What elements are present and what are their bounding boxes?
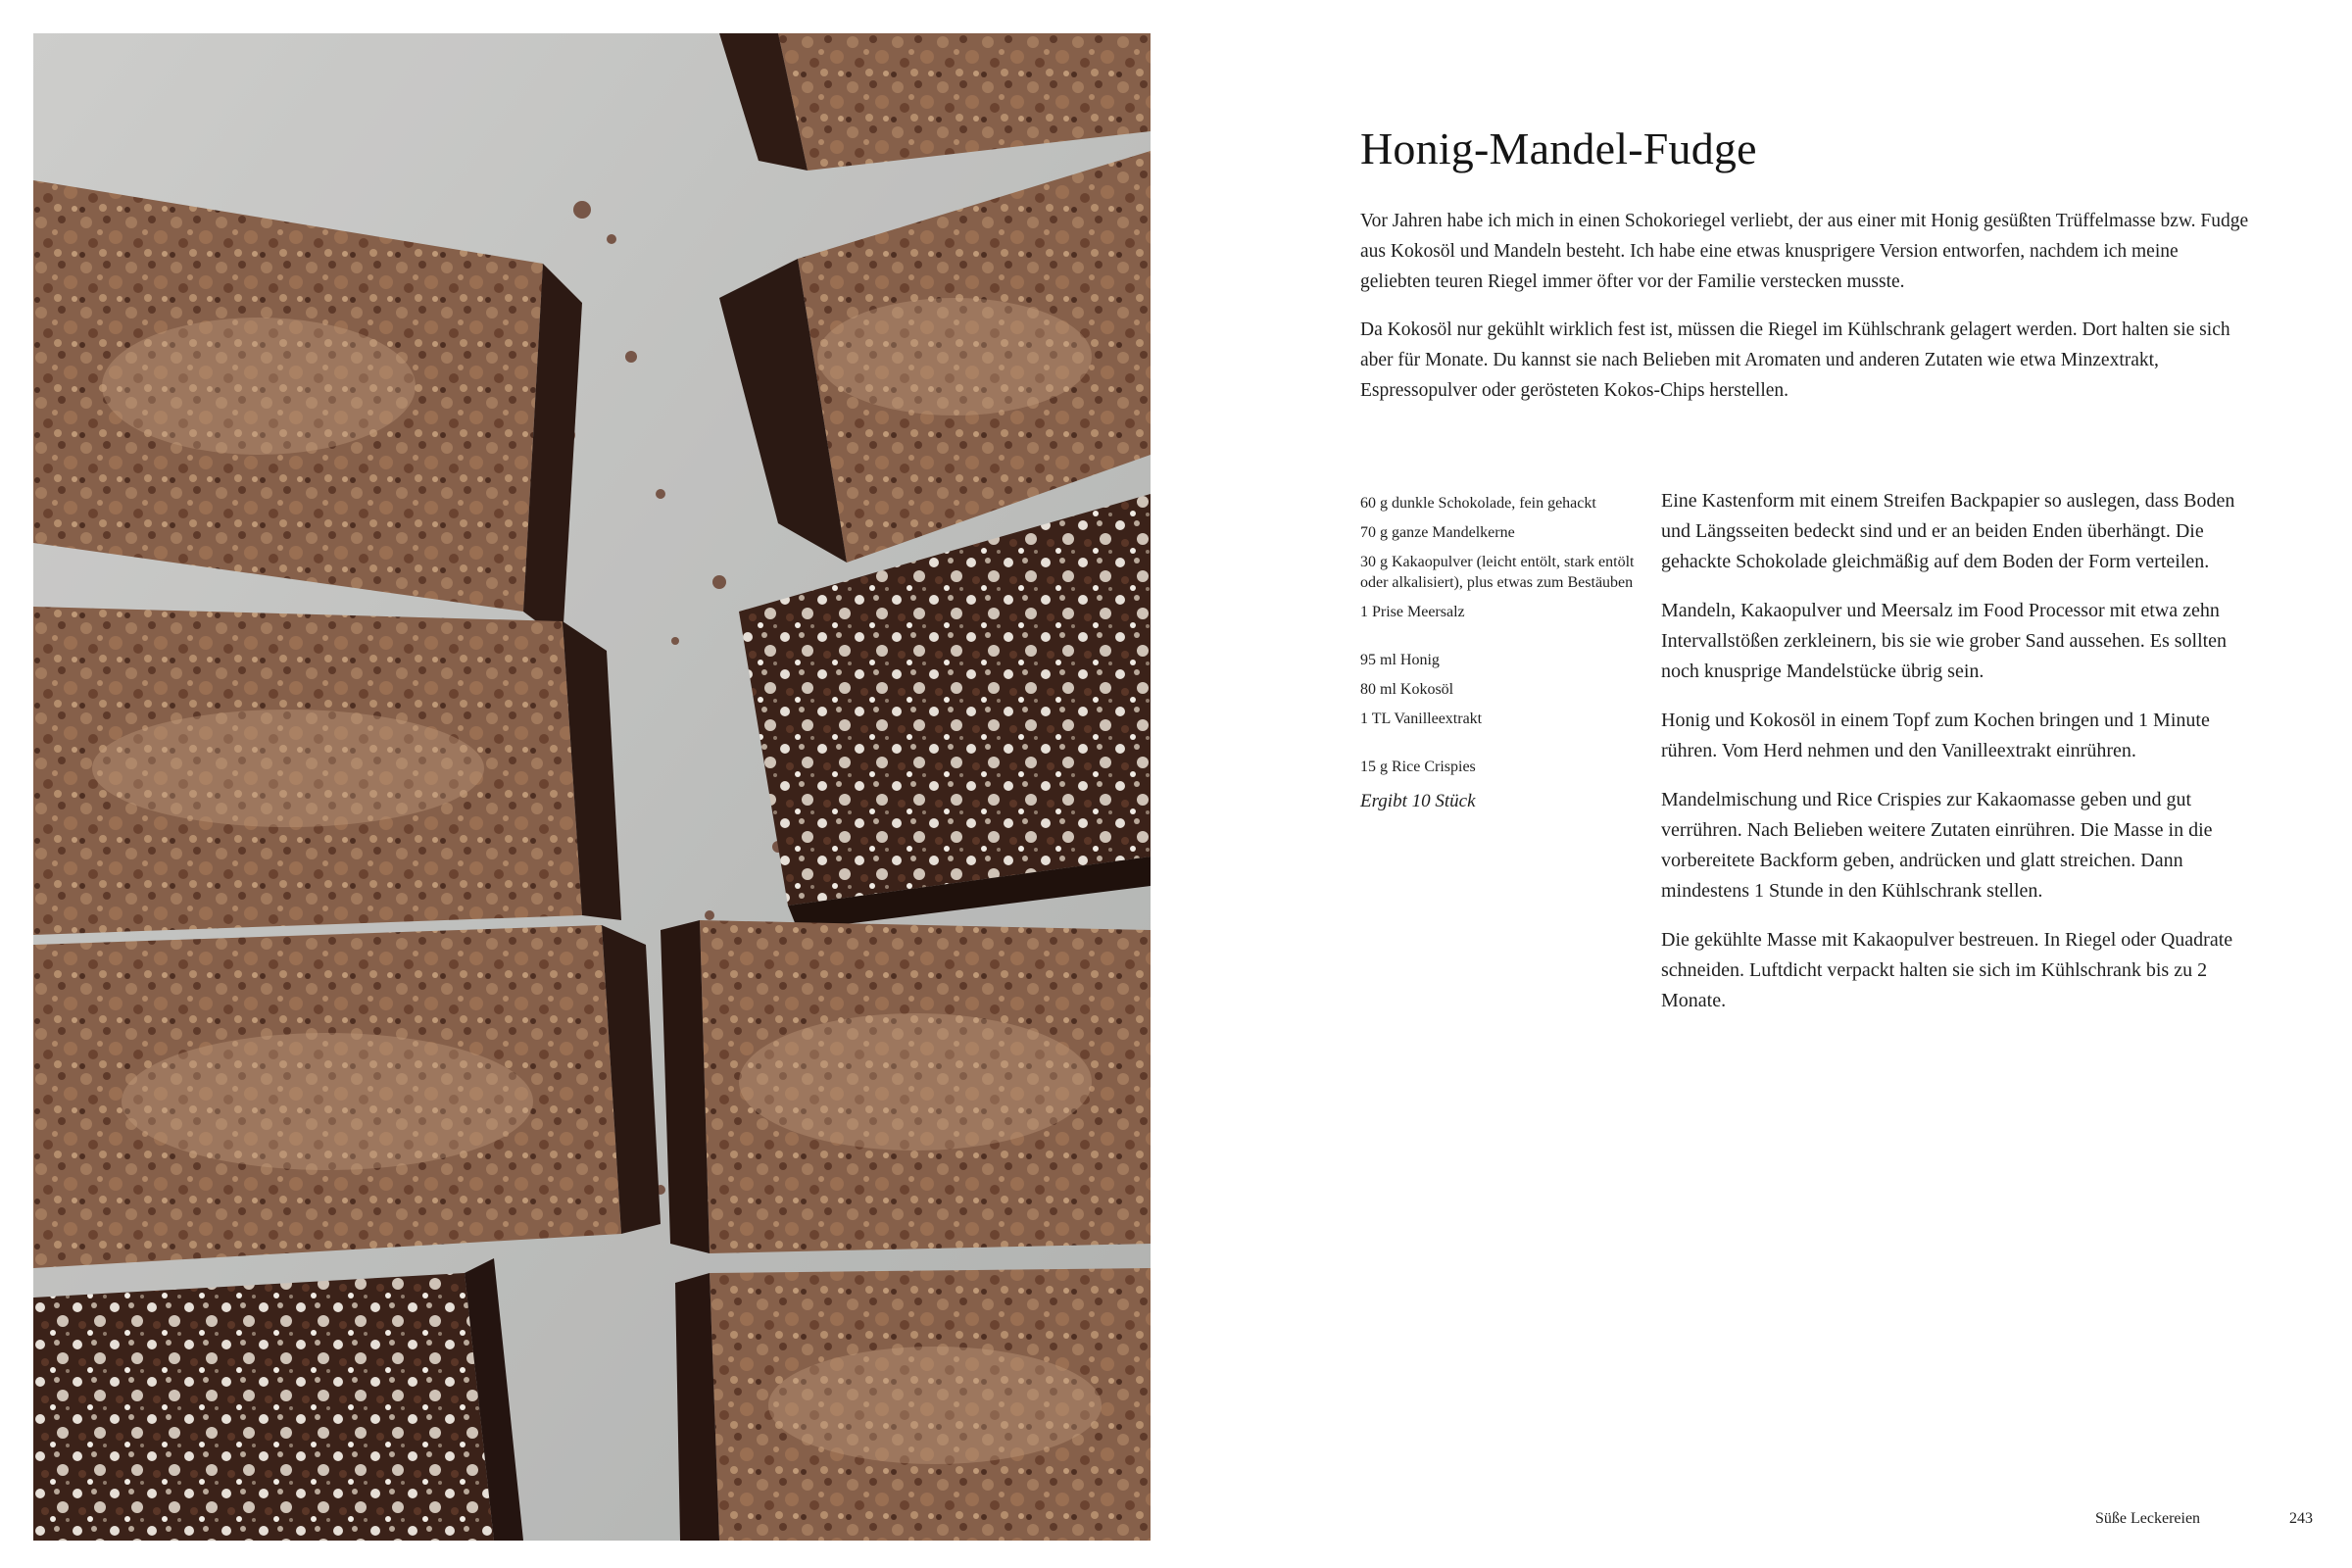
ingredient-group: [1360, 757, 1654, 777]
ingredient-item: 30 g Kakaopulver (leicht entölt, stark entölt oder alkalisiert), plus etwas zum Bestäuben: [1360, 554, 1635, 591]
ingredient-group: [1360, 493, 1654, 622]
step-paragraph: Honig und Kokosöl in einem Topf zum Kochen bringen und 1 Minute rühren. Vom Herd nehmen und den Vanilleextrakt einrühren.: [1661, 710, 2210, 761]
bar-left-4-cut: [33, 1258, 523, 1541]
intro-paragraph: Da Kokosöl nur gekühlt wirklich fest ist, müssen die Riegel im Kühlschrank gelagert werden. Dort halten sie sich aber für Monate. Du kannst sie nach Belieben mit Aromaten und anderen Zutaten wie etwa Minzextrakt, Espressopulver oder gerösteten Kokos-Chips herstellen.: [1360, 319, 2230, 401]
ingredient-item: 1 TL Vanilleextrakt: [1360, 710, 1483, 727]
step-paragraph: Die gekühlte Masse mit Kakaopulver bestreuen. In Riegel oder Quadrate schneiden. Luftdicht verpackt halten sie sich im Kühlschrank bis zu 2 Monate.: [1661, 929, 2233, 1011]
ingredient-item: 70 g ganze Mandelkerne: [1360, 524, 1515, 541]
ingredient-item: 15 g Rice Crispies: [1360, 759, 1476, 775]
ingredient-item: 1 Prise Meersalz: [1360, 604, 1465, 620]
recipe-intro: [1360, 206, 2252, 423]
ingredient-item: 95 ml Honig: [1360, 652, 1440, 668]
ingredient-group: [1360, 650, 1654, 729]
fudge-bars-photo: [33, 33, 1151, 1541]
step-paragraph: Eine Kastenform mit einem Streifen Backpapier so auslegen, dass Boden und Längsseiten bedeckt sind und er an beiden Enden überhängt. Die gehackte Schokolade gleichmäßig auf dem Boden der Form verteilen.: [1661, 490, 2235, 572]
ingredient-list: [1360, 493, 1654, 811]
recipe-title: Honig-Mandel-Fudge: [1360, 123, 1757, 173]
step-paragraph: Mandeln, Kakaopulver und Meersalz im Food Processor mit etwa zehn Intervallstößen zerkleinern, bis sie wie grober Sand aussehen. Es sollten noch knusprige Mandelstücke übrig sein.: [1661, 600, 2228, 682]
intro-paragraph: Vor Jahren habe ich mich in einen Schokoriegel verliebt, der aus einer mit Honig gesüßten Trüffelmasse bzw. Fudge aus Kokosöl und Mandeln besteht. Ich habe eine etwas knusprigere Version entworfen, nachdem ich meine geliebten teuren Riegel immer öfter vor der Familie verstecken musste.: [1360, 211, 2249, 292]
ingredient-item: 80 ml Kokosöl: [1360, 681, 1454, 698]
recipe-steps: [1661, 486, 2259, 1035]
footer-section-title: Süße Leckereien: [2095, 1510, 2201, 1527]
recipe-yield: Ergibt 10 Stück: [1360, 791, 1476, 811]
ingredient-item: 60 g dunkle Schokolade, fein gehackt: [1360, 495, 1596, 512]
page-number: 243: [2289, 1510, 2313, 1527]
fudge-bars-illustration: [33, 33, 1151, 1541]
step-paragraph: Mandelmischung und Rice Crispies zur Kakaomasse geben und gut verrühren. Nach Belieben weitere Zutaten einrühren. Die Masse in die vorbereitete Backform geben, andrücken und glatt streichen. Dann mindestens 1 Stunde in den Kühlschrank stellen.: [1661, 789, 2213, 902]
